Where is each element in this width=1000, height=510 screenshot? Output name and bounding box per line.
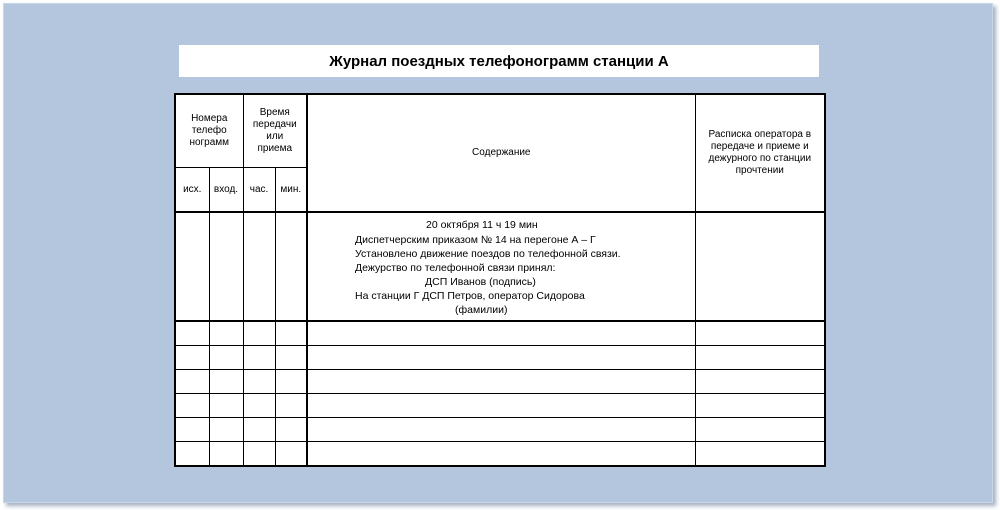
empty-cell [695, 394, 825, 418]
cell-in [209, 212, 243, 321]
entry-line: На станции Г ДСП Петров, оператор Сидорова [355, 290, 585, 302]
empty-cell [275, 346, 307, 370]
sub-header-minutes: мин. [275, 168, 307, 213]
empty-cell [209, 394, 243, 418]
time-header-line: передачи [252, 119, 297, 130]
journal-title: Журнал поездных телефонограмм станции А [179, 45, 819, 77]
empty-cell [209, 370, 243, 394]
empty-cell [695, 321, 825, 346]
empty-cell [275, 321, 307, 346]
receipt-header-line: прочтении [735, 165, 784, 176]
sub-header-in: вход. [209, 168, 243, 213]
empty-cell [175, 418, 209, 442]
empty-cell [243, 418, 275, 442]
time-header-line: или [266, 131, 284, 142]
numbers-header-line: телефо [191, 125, 227, 136]
empty-cell [209, 418, 243, 442]
empty-cell [307, 346, 695, 370]
empty-cell [307, 442, 695, 467]
entry-line: Дежурство по телефонной связи принял: [355, 262, 556, 274]
entry-line: (фамилии) [455, 304, 508, 316]
empty-cell [243, 370, 275, 394]
empty-cell [175, 370, 209, 394]
journal-table [174, 93, 826, 467]
empty-cell [307, 394, 695, 418]
sub-header-out: исх. [175, 168, 209, 213]
empty-cell [175, 346, 209, 370]
empty-cell [275, 370, 307, 394]
receipt-header-line: дежурного по станции [708, 153, 812, 164]
cell-hours [243, 212, 275, 321]
empty-cell [243, 442, 275, 467]
time-group-header [243, 94, 307, 168]
entry-line: Установлено движение поездов по телефонной связи. [355, 248, 621, 260]
empty-cell [243, 321, 275, 346]
time-header-line: Время [259, 107, 290, 118]
numbers-header-line: Номера [191, 113, 228, 124]
empty-cell [243, 346, 275, 370]
empty-cell [695, 346, 825, 370]
empty-cell [275, 418, 307, 442]
empty-cell [307, 418, 695, 442]
receipt-header [695, 94, 825, 212]
numbers-header-line: нограмм [189, 137, 230, 148]
empty-cell [209, 346, 243, 370]
empty-cell [243, 394, 275, 418]
empty-cell [695, 442, 825, 467]
entry-line: Диспетчерским приказом № 14 на перегоне А – Г [355, 234, 596, 246]
empty-cell [307, 321, 695, 346]
numbers-group-header [175, 94, 243, 168]
cell-out [175, 212, 209, 321]
cell-minutes [275, 212, 307, 321]
empty-cell [175, 442, 209, 467]
entry-line: 20 октября 11 ч 19 мин [426, 219, 538, 231]
cell-receipt [695, 212, 825, 321]
empty-cell [307, 370, 695, 394]
empty-cell [695, 418, 825, 442]
empty-cell [695, 370, 825, 394]
empty-cell [275, 442, 307, 467]
entry-line: ДСП Иванов (подпись) [425, 276, 536, 288]
empty-cell [175, 321, 209, 346]
empty-cell [209, 442, 243, 467]
receipt-header-line: передаче и приеме и [710, 141, 809, 152]
empty-cell [175, 394, 209, 418]
content-header: Содержание [307, 94, 695, 212]
empty-cell [275, 394, 307, 418]
entry-content [307, 212, 695, 321]
empty-cell [209, 321, 243, 346]
time-header-line: приема [257, 143, 293, 154]
receipt-header-line: Расписка оператора в [708, 129, 812, 140]
sub-header-hours: час. [243, 168, 275, 213]
